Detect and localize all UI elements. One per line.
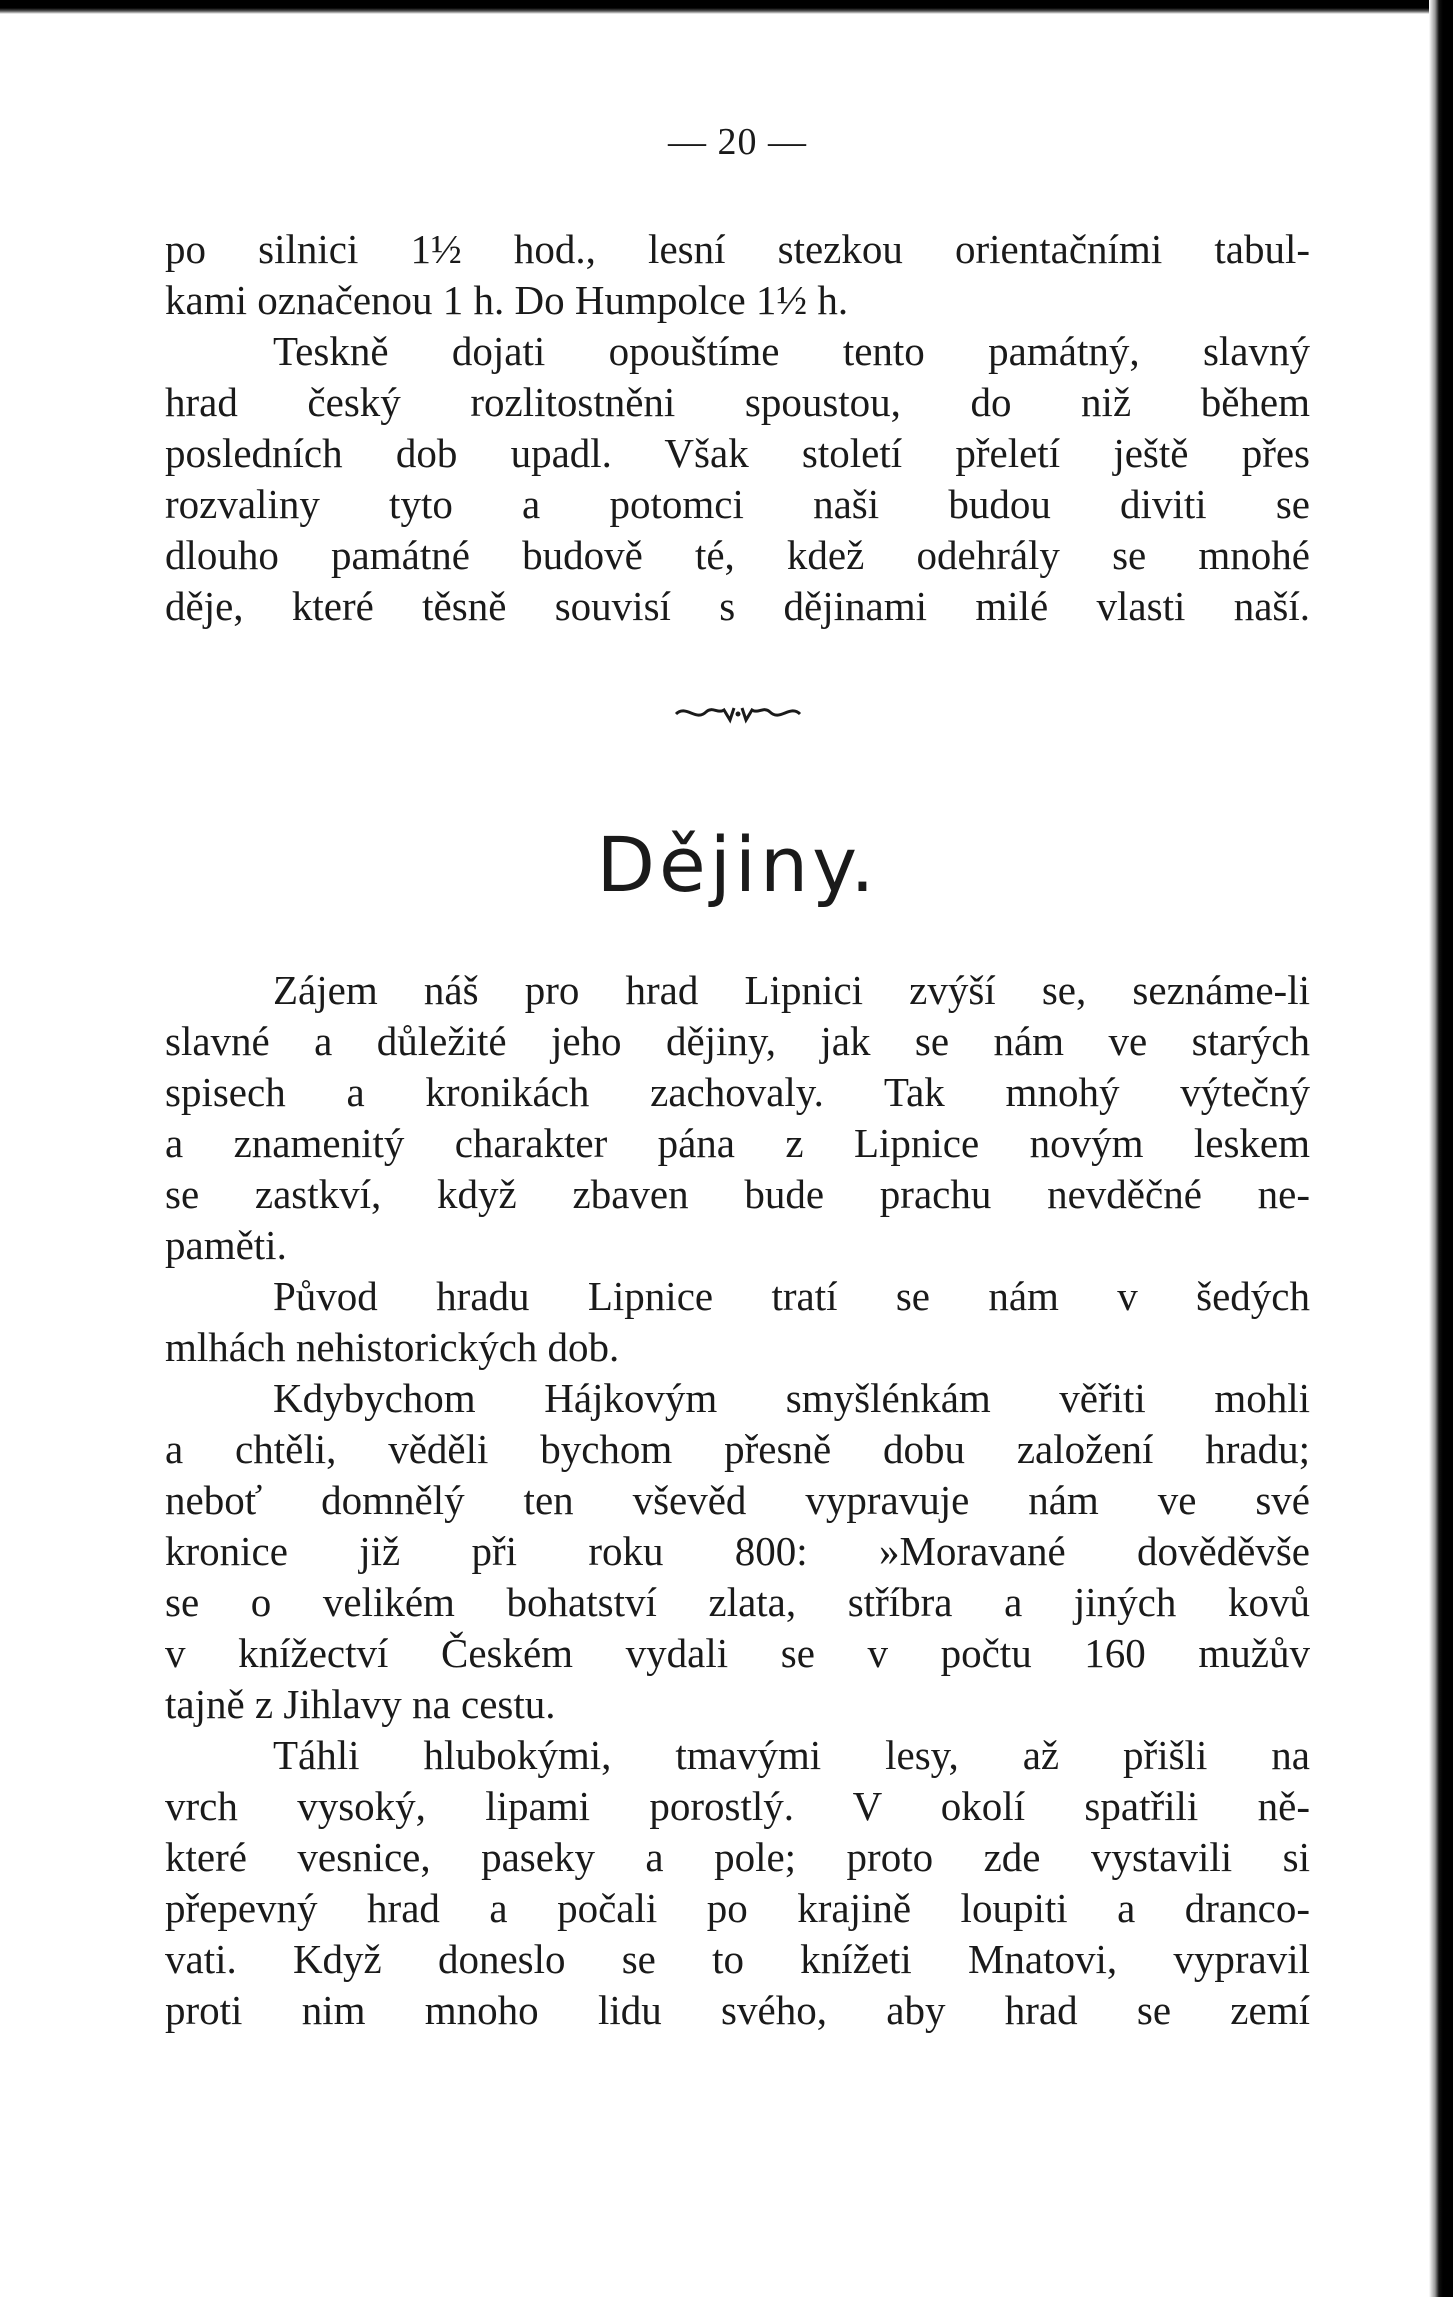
text-line: paměti. — [165, 1222, 287, 1268]
fleuron-ornament-icon — [165, 692, 1310, 742]
text-line: vati. Když doneslo se to knížeti Mnatovi, vypravil — [165, 1936, 1310, 1982]
text-line: přepevný hrad a počali po krajině loupiti a dranco- — [165, 1885, 1310, 1931]
book-page — [165, 120, 1310, 2036]
scan-border-right — [1429, 0, 1453, 2297]
text-line: kami označenou 1 h. Do Humpolce 1½ h. — [165, 277, 849, 323]
text-line: kronice již při roku 800: »Moravané dověděvše — [165, 1528, 1310, 1574]
fleuron-ornament-icon — [668, 692, 808, 732]
history-paragraph — [165, 1271, 1310, 1373]
text-line: spisech a kronikách zachovaly. Tak mnohý výtečný — [165, 1069, 1310, 1115]
history-paragraph — [165, 965, 1310, 1271]
text-line: slavné a důležité jeho dějiny, jak se nám ve starých — [165, 1018, 1310, 1064]
text-line: Kdybychom Hájkovým smyšlénkám věřiti mohli — [273, 1375, 1310, 1421]
text-line: po silnici 1½ hod., lesní stezkou orientačními tabul- — [165, 226, 1310, 272]
history-paragraph — [165, 1373, 1310, 1730]
text-line: Táhli hlubokými, tmavými lesy, až přišli na — [273, 1732, 1310, 1778]
text-line: vrch vysoký, lipami porostlý. V okolí spatřili ně- — [165, 1783, 1310, 1829]
text-line: Zájem náš pro hrad Lipnici zvýší se, seznáme-li — [273, 967, 1310, 1013]
text-line: tajně z Jihlavy na cestu. — [165, 1681, 556, 1727]
text-line: děje, které těsně souvisí s dějinami milé vlasti naší. — [165, 583, 1310, 629]
page-number: — 20 — — [668, 121, 807, 163]
text-line: mlhách nehistorických dob. — [165, 1324, 620, 1370]
text-line: rozvaliny tyto a potomci naši budou diviti se — [165, 481, 1310, 527]
text-line: posledních dob upadl. Však století přeletí ještě přes — [165, 430, 1310, 476]
text-line: Původ hradu Lipnice tratí se nám v šedých — [273, 1273, 1310, 1319]
text-line: a chtěli, věděli bychom přesně dobu založení hradu; — [165, 1426, 1310, 1472]
intro-paragraph — [165, 224, 1310, 326]
text-line: se zastkví, když zbaven bude prachu nevděčné ne- — [165, 1171, 1310, 1217]
text-line: hrad český rozlitostněni spoustou, do niž během — [165, 379, 1310, 425]
text-line: neboť domnělý ten vševěd vypravuje nám ve své — [165, 1477, 1310, 1523]
text-line: a znamenitý charakter pána z Lipnice novým leskem — [165, 1120, 1310, 1166]
text-line: proti nim mnoho lidu svého, aby hrad se zemí — [165, 1987, 1310, 2033]
text-line: v knížectví Českém vydali se v počtu 160 mužův — [165, 1630, 1310, 1676]
text-line: Teskně dojati opouštíme tento památný, slavný — [273, 328, 1310, 374]
history-paragraph — [165, 1730, 1310, 2036]
text-line: dlouho památné budově té, kdež odehrály se mnohé — [165, 532, 1310, 578]
text-line: se o velikém bohatství zlata, stříbra a jiných kovů — [165, 1579, 1310, 1625]
section-title: Dějiny. — [596, 820, 879, 909]
scan-border-top — [0, 0, 1453, 14]
text-line: které vesnice, paseky a pole; proto zde vystavili si — [165, 1834, 1310, 1880]
closing-paragraph — [165, 326, 1310, 632]
